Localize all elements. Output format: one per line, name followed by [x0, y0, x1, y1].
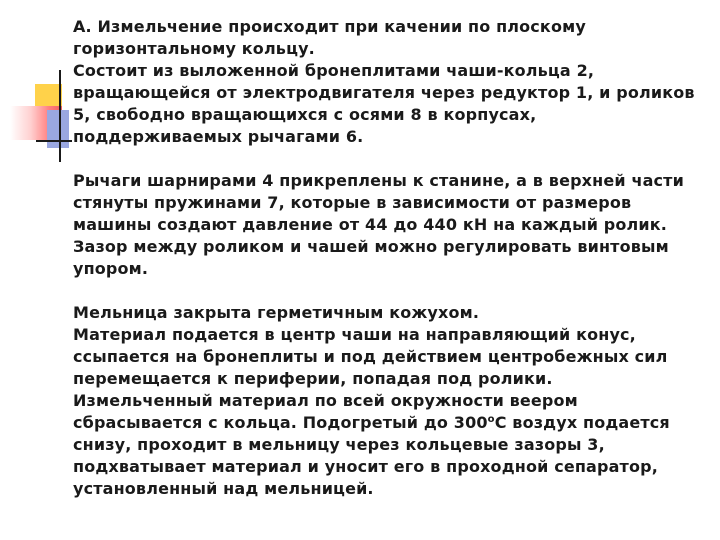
text-line: Рычаги шарнирами 4 прикреплены к станине, а в верхней части — [73, 171, 684, 190]
text-line: установленный над мельницей. — [73, 479, 374, 498]
text-line: Зазор между роликом и чашей можно регулировать винтовым — [73, 237, 669, 256]
text-line: перемещается к периферии, попадая под ролики. — [73, 369, 553, 388]
decor-vertical-line — [59, 70, 61, 162]
paragraph-2 — [73, 170, 713, 280]
paragraph-1 — [73, 16, 713, 148]
text-line: Состоит из выложенной бронеплитами чаши-кольца 2, — [73, 61, 595, 80]
text-line: горизонтальному кольцу. — [73, 39, 315, 58]
text-line: А. Измельчение происходит при качении по плоскому — [73, 17, 586, 36]
text-line: снизу, проходит в мельницу через кольцевые зазоры 3, — [73, 435, 605, 454]
paragraph-3 — [73, 302, 713, 500]
text-line: 5, свободно вращающихся с осями 8 в корпусах, — [73, 105, 537, 124]
text-segment: сбрасывается с кольца. Подогретый до 300 — [73, 413, 488, 432]
text-line: Измельченный материал по всей окружности веером — [73, 391, 578, 410]
text-line: вращающейся от электродвигателя через редуктор 1, и роликов — [73, 83, 695, 102]
text-line: Материал подается в центр чаши на направляющий конус, — [73, 325, 636, 344]
decor-horizontal-line — [36, 140, 72, 142]
decor-blue-square — [47, 110, 69, 148]
text-line: упором. — [73, 259, 149, 278]
slide-text — [73, 16, 713, 500]
text-segment: С воздух подается — [494, 413, 670, 432]
text-line: поддерживаемых рычагами 6. — [73, 127, 364, 146]
degree-superscript: о — [487, 414, 495, 425]
text-line: машины создают давление от 44 до 440 кН на каждый ролик. — [73, 215, 667, 234]
text-line: Мельница закрыта герметичным кожухом. — [73, 303, 480, 322]
text-line: стянуты пружинами 7, которые в зависимости от размеров — [73, 193, 632, 212]
text-line: подхватывает материал и уносит его в проходной сепаратор, — [73, 457, 658, 476]
text-line: ссыпается на бронеплиты и под действием центробежных сил — [73, 347, 668, 366]
text-line-temperature — [73, 412, 713, 434]
